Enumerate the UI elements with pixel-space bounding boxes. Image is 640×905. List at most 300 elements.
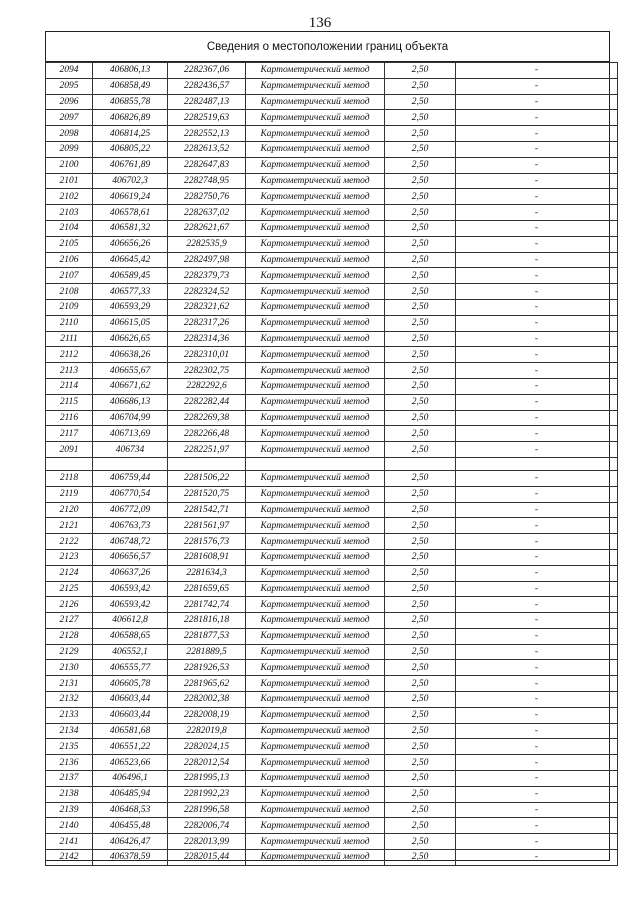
table-row: [46, 518, 618, 534]
table-row: [46, 220, 618, 236]
page-number: 136: [308, 15, 332, 31]
accuracy-cell: 2,50: [385, 628, 456, 644]
method-cell: Картометрический метод: [246, 442, 385, 458]
coord-x-cell: 406619,24: [93, 189, 168, 205]
note-cell: -: [456, 236, 618, 252]
method-cell: Картометрический метод: [246, 660, 385, 676]
coord-x-cell: 406612,8: [93, 613, 168, 629]
accuracy-cell: 2,50: [385, 818, 456, 834]
coord-y-cell: 2282637,02: [168, 205, 246, 221]
note-cell: -: [456, 94, 618, 110]
coord-x-cell: 406551,22: [93, 739, 168, 755]
coord-y-cell: 2281877,53: [168, 628, 246, 644]
method-cell: Картометрический метод: [246, 518, 385, 534]
table-row: [46, 347, 618, 363]
method-cell: Картометрический метод: [246, 252, 385, 268]
point-number-cell: 2100: [46, 157, 93, 173]
table-row: [46, 331, 618, 347]
method-cell: Картометрический метод: [246, 786, 385, 802]
coord-x-cell: 406581,68: [93, 723, 168, 739]
point-number-cell: 2118: [46, 470, 93, 486]
coord-x-cell: 406589,45: [93, 268, 168, 284]
method-cell: Картометрический метод: [246, 549, 385, 565]
point-number-cell: 2110: [46, 315, 93, 331]
method-cell: Картометрический метод: [246, 347, 385, 363]
coord-y-cell: 2282015,44: [168, 850, 246, 866]
coord-x-cell: 406426,47: [93, 834, 168, 850]
table-row: [46, 378, 618, 394]
method-cell: Картометрический метод: [246, 581, 385, 597]
method-cell: Картометрический метод: [246, 173, 385, 189]
method-cell: Картометрический метод: [246, 755, 385, 771]
coord-x-cell: 406638,26: [93, 347, 168, 363]
table-row: [46, 613, 618, 629]
method-cell: Картометрический метод: [246, 470, 385, 486]
coord-y-cell: 2282436,57: [168, 78, 246, 94]
point-number-cell: 2122: [46, 534, 93, 550]
point-number-cell: 2136: [46, 755, 93, 771]
coord-x-cell: 406704,99: [93, 410, 168, 426]
note-cell: -: [456, 739, 618, 755]
note-cell: -: [456, 110, 618, 126]
coord-y-cell: 2281542,71: [168, 502, 246, 518]
method-cell: Картометрический метод: [246, 676, 385, 692]
method-cell: Картометрический метод: [246, 363, 385, 379]
coord-x-cell: 406577,33: [93, 284, 168, 300]
table-row: [46, 315, 618, 331]
method-cell: Картометрический метод: [246, 315, 385, 331]
table-row: [46, 268, 618, 284]
method-cell: Картометрический метод: [246, 818, 385, 834]
point-number-cell: 2103: [46, 205, 93, 221]
method-cell: Картометрический метод: [246, 692, 385, 708]
table-row: [46, 786, 618, 802]
coord-y-cell: 2282024,15: [168, 739, 246, 755]
method-cell: Картометрический метод: [246, 850, 385, 866]
point-number-cell: 2105: [46, 236, 93, 252]
method-cell: Картометрический метод: [246, 597, 385, 613]
accuracy-cell: 2,50: [385, 581, 456, 597]
coord-x-cell: 406593,42: [93, 597, 168, 613]
empty-cell: [168, 457, 246, 470]
coord-y-cell: 2281561,97: [168, 518, 246, 534]
table-row: [46, 110, 618, 126]
table-row: [46, 597, 618, 613]
table-row: [46, 486, 618, 502]
note-cell: -: [456, 850, 618, 866]
coord-x-cell: 406748,72: [93, 534, 168, 550]
table-row: [46, 739, 618, 755]
point-number-cell: 2111: [46, 331, 93, 347]
coord-x-cell: 406485,94: [93, 786, 168, 802]
table-row: [46, 534, 618, 550]
accuracy-cell: 2,50: [385, 549, 456, 565]
point-number-cell: 2095: [46, 78, 93, 94]
point-number-cell: 2131: [46, 676, 93, 692]
point-number-cell: 2104: [46, 220, 93, 236]
accuracy-cell: 2,50: [385, 771, 456, 787]
note-cell: -: [456, 268, 618, 284]
point-number-cell: 2134: [46, 723, 93, 739]
table-row: [46, 157, 618, 173]
table-row: [46, 755, 618, 771]
method-cell: Картометрический метод: [246, 613, 385, 629]
point-number-cell: 2099: [46, 141, 93, 157]
table-row: [46, 802, 618, 818]
coord-y-cell: 2281742,74: [168, 597, 246, 613]
point-number-cell: 2124: [46, 565, 93, 581]
table-row: [46, 299, 618, 315]
note-cell: -: [456, 613, 618, 629]
coord-y-cell: 2281576,73: [168, 534, 246, 550]
method-cell: Картометрический метод: [246, 502, 385, 518]
coord-x-cell: 406770,54: [93, 486, 168, 502]
coord-y-cell: 2281996,58: [168, 802, 246, 818]
coord-x-cell: 406671,62: [93, 378, 168, 394]
point-number-cell: 2109: [46, 299, 93, 315]
coord-x-cell: 406806,13: [93, 63, 168, 79]
method-cell: Картометрический метод: [246, 126, 385, 142]
note-cell: -: [456, 581, 618, 597]
point-number-cell: 2102: [46, 189, 93, 205]
coord-y-cell: 2282282,44: [168, 394, 246, 410]
table-row: [46, 470, 618, 486]
note-cell: -: [456, 299, 618, 315]
note-cell: -: [456, 692, 618, 708]
note-cell: -: [456, 347, 618, 363]
method-cell: Картометрический метод: [246, 157, 385, 173]
table-title: Сведения о местоположении границ объекта: [46, 32, 609, 62]
table-row: [46, 410, 618, 426]
coord-x-cell: 406552,1: [93, 644, 168, 660]
accuracy-cell: 2,50: [385, 157, 456, 173]
coord-x-cell: 406702,3: [93, 173, 168, 189]
point-number-cell: 2139: [46, 802, 93, 818]
point-number-cell: 2096: [46, 94, 93, 110]
coord-x-cell: 406826,89: [93, 110, 168, 126]
note-cell: -: [456, 755, 618, 771]
table-row: [46, 252, 618, 268]
note-cell: -: [456, 394, 618, 410]
table-row: [46, 363, 618, 379]
point-number-cell: 2120: [46, 502, 93, 518]
point-number-cell: 2108: [46, 284, 93, 300]
coord-y-cell: 2281634,3: [168, 565, 246, 581]
method-cell: Картометрический метод: [246, 771, 385, 787]
table-row: [46, 126, 618, 142]
point-number-cell: 2116: [46, 410, 93, 426]
coord-y-cell: 2282012,54: [168, 755, 246, 771]
coord-y-cell: 2282006,74: [168, 818, 246, 834]
coord-y-cell: 2282314,36: [168, 331, 246, 347]
accuracy-cell: 2,50: [385, 850, 456, 866]
point-number-cell: 2114: [46, 378, 93, 394]
coord-x-cell: 406455,48: [93, 818, 168, 834]
coord-x-cell: 406468,53: [93, 802, 168, 818]
point-number-cell: 2113: [46, 363, 93, 379]
accuracy-cell: 2,50: [385, 707, 456, 723]
separator-row: [46, 457, 618, 470]
method-cell: Картометрический метод: [246, 78, 385, 94]
empty-cell: [93, 457, 168, 470]
point-number-cell: 2138: [46, 786, 93, 802]
point-number-cell: 2094: [46, 63, 93, 79]
accuracy-cell: 2,50: [385, 284, 456, 300]
coordinates-table: [45, 62, 618, 866]
note-cell: -: [456, 331, 618, 347]
table-row: [46, 502, 618, 518]
coord-x-cell: 406555,77: [93, 660, 168, 676]
coord-x-cell: 406593,29: [93, 299, 168, 315]
accuracy-cell: 2,50: [385, 363, 456, 379]
coord-x-cell: 406858,49: [93, 78, 168, 94]
point-number-cell: 2121: [46, 518, 93, 534]
coord-x-cell: 406523,66: [93, 755, 168, 771]
note-cell: -: [456, 426, 618, 442]
accuracy-cell: 2,50: [385, 220, 456, 236]
point-number-cell: 2115: [46, 394, 93, 410]
method-cell: Картометрический метод: [246, 141, 385, 157]
coord-x-cell: 406759,44: [93, 470, 168, 486]
point-number-cell: 2119: [46, 486, 93, 502]
note-cell: -: [456, 78, 618, 94]
empty-cell: [456, 457, 618, 470]
table-row: [46, 394, 618, 410]
point-number-cell: 2137: [46, 771, 93, 787]
note-cell: -: [456, 660, 618, 676]
coord-y-cell: 2281520,75: [168, 486, 246, 502]
method-cell: Картометрический метод: [246, 220, 385, 236]
method-cell: Картометрический метод: [246, 284, 385, 300]
note-cell: -: [456, 442, 618, 458]
note-cell: -: [456, 628, 618, 644]
note-cell: -: [456, 549, 618, 565]
coord-x-cell: 406603,44: [93, 707, 168, 723]
accuracy-cell: 2,50: [385, 692, 456, 708]
point-number-cell: 2117: [46, 426, 93, 442]
point-number-cell: 2130: [46, 660, 93, 676]
accuracy-cell: 2,50: [385, 442, 456, 458]
coord-y-cell: 2282292,6: [168, 378, 246, 394]
accuracy-cell: 2,50: [385, 315, 456, 331]
empty-cell: [46, 457, 93, 470]
coord-x-cell: 406378,59: [93, 850, 168, 866]
note-cell: -: [456, 676, 618, 692]
note-cell: -: [456, 502, 618, 518]
accuracy-cell: 2,50: [385, 644, 456, 660]
note-cell: -: [456, 173, 618, 189]
coord-y-cell: 2282266,48: [168, 426, 246, 442]
point-number-cell: 2142: [46, 850, 93, 866]
coord-y-cell: 2282310,01: [168, 347, 246, 363]
method-cell: Картометрический метод: [246, 394, 385, 410]
accuracy-cell: 2,50: [385, 331, 456, 347]
accuracy-cell: 2,50: [385, 347, 456, 363]
method-cell: Картометрический метод: [246, 802, 385, 818]
accuracy-cell: 2,50: [385, 394, 456, 410]
coord-y-cell: 2281506,22: [168, 470, 246, 486]
point-number-cell: 2107: [46, 268, 93, 284]
method-cell: Картометрический метод: [246, 299, 385, 315]
method-cell: Картометрический метод: [246, 94, 385, 110]
accuracy-cell: 2,50: [385, 126, 456, 142]
table-row: [46, 442, 618, 458]
method-cell: Картометрический метод: [246, 63, 385, 79]
note-cell: -: [456, 141, 618, 157]
method-cell: Картометрический метод: [246, 268, 385, 284]
table-row: [46, 628, 618, 644]
coord-x-cell: 406734: [93, 442, 168, 458]
coord-x-cell: 406578,61: [93, 205, 168, 221]
table-row: [46, 63, 618, 79]
table-row: [46, 850, 618, 866]
note-cell: -: [456, 518, 618, 534]
accuracy-cell: 2,50: [385, 565, 456, 581]
point-number-cell: 2140: [46, 818, 93, 834]
coord-y-cell: 2281659,65: [168, 581, 246, 597]
boundary-table-frame: [45, 31, 610, 861]
method-cell: Картометрический метод: [246, 410, 385, 426]
accuracy-cell: 2,50: [385, 173, 456, 189]
method-cell: Картометрический метод: [246, 534, 385, 550]
note-cell: -: [456, 363, 618, 379]
table-row: [46, 78, 618, 94]
table-row: [46, 426, 618, 442]
method-cell: Картометрический метод: [246, 565, 385, 581]
coord-x-cell: 406645,42: [93, 252, 168, 268]
coord-x-cell: 406686,13: [93, 394, 168, 410]
coord-y-cell: 2282321,62: [168, 299, 246, 315]
coord-x-cell: 406605,78: [93, 676, 168, 692]
table-row: [46, 549, 618, 565]
coord-y-cell: 2282251,97: [168, 442, 246, 458]
coord-y-cell: 2281608,91: [168, 549, 246, 565]
table-row: [46, 173, 618, 189]
table-row: [46, 644, 618, 660]
point-number-cell: 2101: [46, 173, 93, 189]
coord-y-cell: 2282269,38: [168, 410, 246, 426]
point-number-cell: 2126: [46, 597, 93, 613]
coord-y-cell: 2281926,53: [168, 660, 246, 676]
note-cell: -: [456, 771, 618, 787]
table-row: [46, 284, 618, 300]
note-cell: -: [456, 486, 618, 502]
table-row: [46, 676, 618, 692]
coord-y-cell: 2281889,5: [168, 644, 246, 660]
coord-y-cell: 2282519,63: [168, 110, 246, 126]
coord-y-cell: 2281816,18: [168, 613, 246, 629]
coord-x-cell: 406656,57: [93, 549, 168, 565]
point-number-cell: 2125: [46, 581, 93, 597]
coord-x-cell: 406814,25: [93, 126, 168, 142]
note-cell: -: [456, 126, 618, 142]
note-cell: -: [456, 534, 618, 550]
coord-y-cell: 2282013,99: [168, 834, 246, 850]
method-cell: Картометрический метод: [246, 426, 385, 442]
coord-y-cell: 2282002,38: [168, 692, 246, 708]
note-cell: -: [456, 315, 618, 331]
coord-y-cell: 2281995,13: [168, 771, 246, 787]
point-number-cell: 2098: [46, 126, 93, 142]
accuracy-cell: 2,50: [385, 410, 456, 426]
coord-x-cell: 406772,09: [93, 502, 168, 518]
table-row: [46, 771, 618, 787]
point-number-cell: 2133: [46, 707, 93, 723]
accuracy-cell: 2,50: [385, 597, 456, 613]
note-cell: -: [456, 470, 618, 486]
accuracy-cell: 2,50: [385, 78, 456, 94]
method-cell: Картометрический метод: [246, 834, 385, 850]
coord-x-cell: 406655,67: [93, 363, 168, 379]
accuracy-cell: 2,50: [385, 486, 456, 502]
coord-y-cell: 2282647,83: [168, 157, 246, 173]
coord-x-cell: 406496,1: [93, 771, 168, 787]
coord-y-cell: 2282302,75: [168, 363, 246, 379]
note-cell: -: [456, 410, 618, 426]
accuracy-cell: 2,50: [385, 189, 456, 205]
point-number-cell: 2129: [46, 644, 93, 660]
accuracy-cell: 2,50: [385, 268, 456, 284]
accuracy-cell: 2,50: [385, 470, 456, 486]
method-cell: Картометрический метод: [246, 628, 385, 644]
table-row: [46, 189, 618, 205]
note-cell: -: [456, 378, 618, 394]
coord-x-cell: 406763,73: [93, 518, 168, 534]
table-row: [46, 818, 618, 834]
table-row: [46, 94, 618, 110]
note-cell: -: [456, 802, 618, 818]
coord-y-cell: 2282019,8: [168, 723, 246, 739]
coord-x-cell: 406626,65: [93, 331, 168, 347]
note-cell: -: [456, 597, 618, 613]
table-row: [46, 236, 618, 252]
coord-x-cell: 406603,44: [93, 692, 168, 708]
coord-y-cell: 2282497,98: [168, 252, 246, 268]
point-number-cell: 2091: [46, 442, 93, 458]
coord-x-cell: 406656,26: [93, 236, 168, 252]
accuracy-cell: 2,50: [385, 802, 456, 818]
method-cell: Картометрический метод: [246, 707, 385, 723]
accuracy-cell: 2,50: [385, 676, 456, 692]
note-cell: -: [456, 205, 618, 221]
coord-y-cell: 2282552,13: [168, 126, 246, 142]
accuracy-cell: 2,50: [385, 426, 456, 442]
accuracy-cell: 2,50: [385, 834, 456, 850]
accuracy-cell: 2,50: [385, 660, 456, 676]
note-cell: -: [456, 189, 618, 205]
table-row: [46, 141, 618, 157]
note-cell: -: [456, 565, 618, 581]
coord-y-cell: 2282379,73: [168, 268, 246, 284]
accuracy-cell: 2,50: [385, 739, 456, 755]
accuracy-cell: 2,50: [385, 755, 456, 771]
accuracy-cell: 2,50: [385, 63, 456, 79]
coord-y-cell: 2282487,13: [168, 94, 246, 110]
coord-x-cell: 406855,78: [93, 94, 168, 110]
coord-x-cell: 406761,89: [93, 157, 168, 173]
accuracy-cell: 2,50: [385, 534, 456, 550]
coord-x-cell: 406581,32: [93, 220, 168, 236]
note-cell: -: [456, 252, 618, 268]
coord-y-cell: 2282748,95: [168, 173, 246, 189]
coord-x-cell: 406615,05: [93, 315, 168, 331]
accuracy-cell: 2,50: [385, 613, 456, 629]
accuracy-cell: 2,50: [385, 236, 456, 252]
method-cell: Картометрический метод: [246, 189, 385, 205]
method-cell: Картометрический метод: [246, 110, 385, 126]
point-number-cell: 2132: [46, 692, 93, 708]
point-number-cell: 2127: [46, 613, 93, 629]
